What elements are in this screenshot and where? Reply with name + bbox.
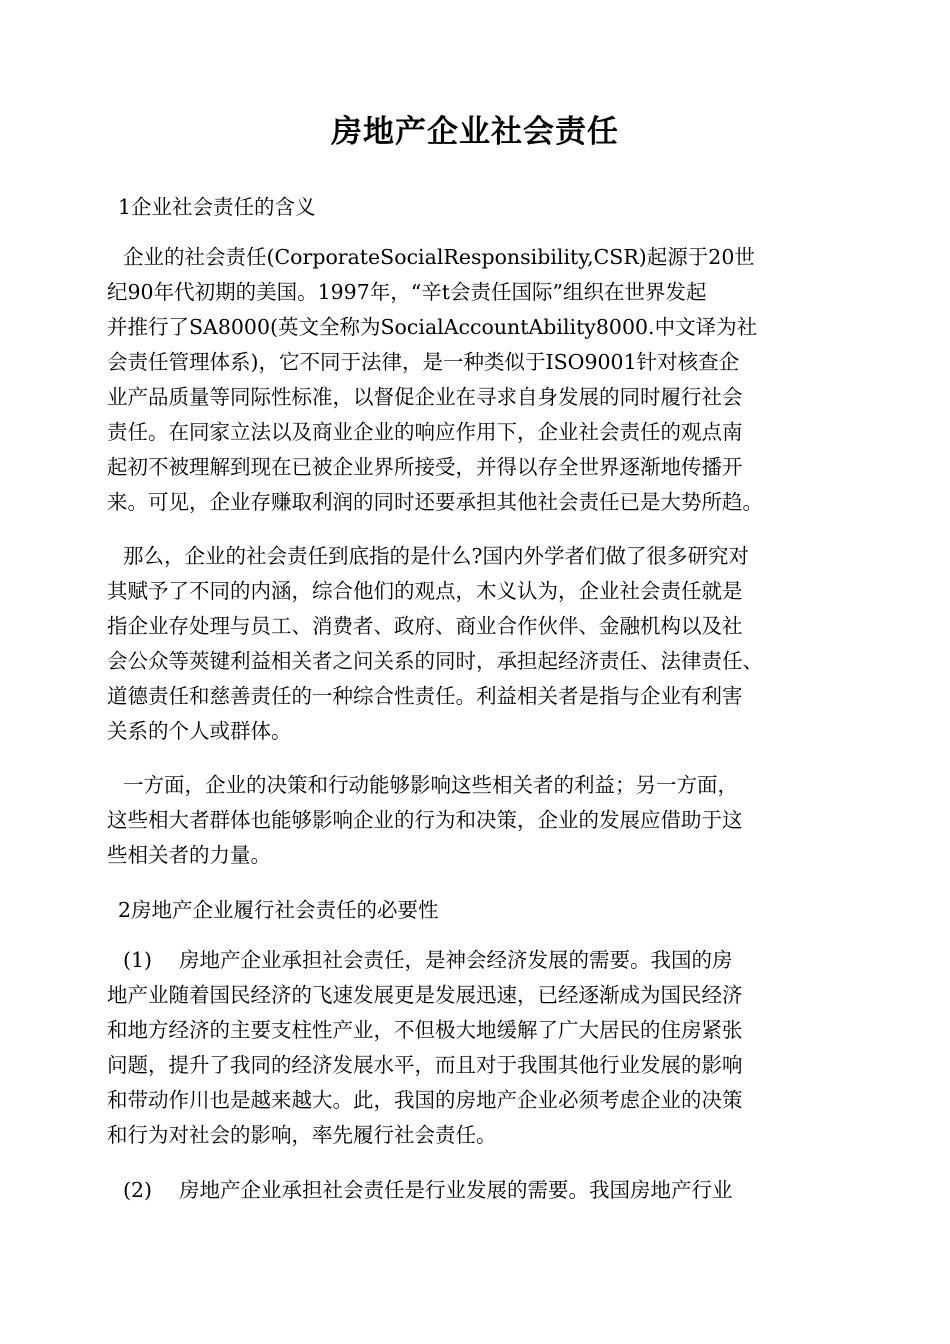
text-line: 一方面，企业的决策和行动能够影响这些相关者的利益；另一方面， xyxy=(123,773,738,797)
text-line: 这些相大者群体也能够影响企业的行为和决策，企业的发展应借助于这 xyxy=(107,808,743,832)
text-line: 会责任管理体系)，它不同于法律，是一种类似于ISO9001针对核查企 xyxy=(107,350,740,374)
section-2-heading xyxy=(118,893,868,928)
text-line: 并推行了SA8000(英文全称为SocialAccountAbility8000.中文译为社 xyxy=(107,315,758,339)
text-line: 来。可见，企业存赚取利润的同时还要承担其他社会责任已是大势所趋。 xyxy=(107,490,763,514)
text-line: 指企业存处理与员工、消费者、政府、商业合作伙伴、金融机构以及社 xyxy=(107,614,743,638)
text-line: 关系的个人或群体。 xyxy=(107,719,292,743)
text-line: 会公众等莢键利益相关者之问关系的同时，承担起经济责任、法律责任、 xyxy=(107,649,763,673)
text-line: 企业的社会责任(CorporateSocialResponsibility,CSR)起源于20世 xyxy=(123,245,755,269)
text-line: 些相关者的力量。 xyxy=(107,843,271,867)
section-2-paragraph-2 xyxy=(107,1173,857,1208)
text-line: 和带动作川也是越来越大。此，我国的房地产企业必须考虑企业的决策 xyxy=(107,1088,743,1112)
section-1-paragraph-2 xyxy=(107,539,857,749)
text-line: 和行为对社会的影响，率先履行社会责任。 xyxy=(107,1123,497,1147)
text-line: 其赋予了不同的内涵，综合他们的观点，木义认为，企业社会责任就是 xyxy=(107,579,743,603)
document-title: 房地产企业社会责任 xyxy=(331,114,619,150)
text-line: 责任。在同家立法以及商业企业的响应作用下，企业社会责任的观点南 xyxy=(107,420,743,444)
section-1-paragraph-3 xyxy=(107,768,857,873)
section-heading-text: 1企业社会责任的含义 xyxy=(118,195,316,219)
text-line: 那么，企业的社会责任到底指的是什么?国内外学者们做了很多研究对 xyxy=(123,544,749,568)
text-line: 道德责任和慈善责任的一种综合性责任。利益相关者是指与企业有利害 xyxy=(107,684,743,708)
section-heading-text: 2房地产企业履行社会责任的必要性 xyxy=(118,898,439,922)
text-line: 起初不被理解到现在已被企业界所接受，并得以存全世界逐渐地传播开 xyxy=(107,455,743,479)
section-1-heading xyxy=(118,190,868,225)
text-line: 纪90年代初期的美国。1997年，“辛t会责任国际”组织在世界发起 xyxy=(107,280,707,304)
section-2-paragraph-1 xyxy=(107,943,857,1153)
text-line: 地产业随着国民经济的飞速发展更是发展迅速，已经逐渐成为国民经济 xyxy=(107,983,743,1007)
text-line: 业产品质量等同际性标准，以督促企业在寻求自身发展的同时履行社会 xyxy=(107,385,743,409)
section-1-paragraph-1 xyxy=(107,240,857,520)
text-line: (1) 房地产企业承担社会责任，是神会经济发展的需要。我国的房 xyxy=(123,948,733,972)
text-line: 问题，提升了我同的经济发展水平，而且对于我围其他行业发展的影响 xyxy=(107,1053,743,1077)
text-line: (2) 房地产企业承担社会责任是行业发展的需要。我国房地产行业 xyxy=(123,1178,733,1202)
text-line: 和地方经济的主要支柱性产业，不但极大地缓解了广大居民的住房紧张 xyxy=(107,1018,743,1042)
